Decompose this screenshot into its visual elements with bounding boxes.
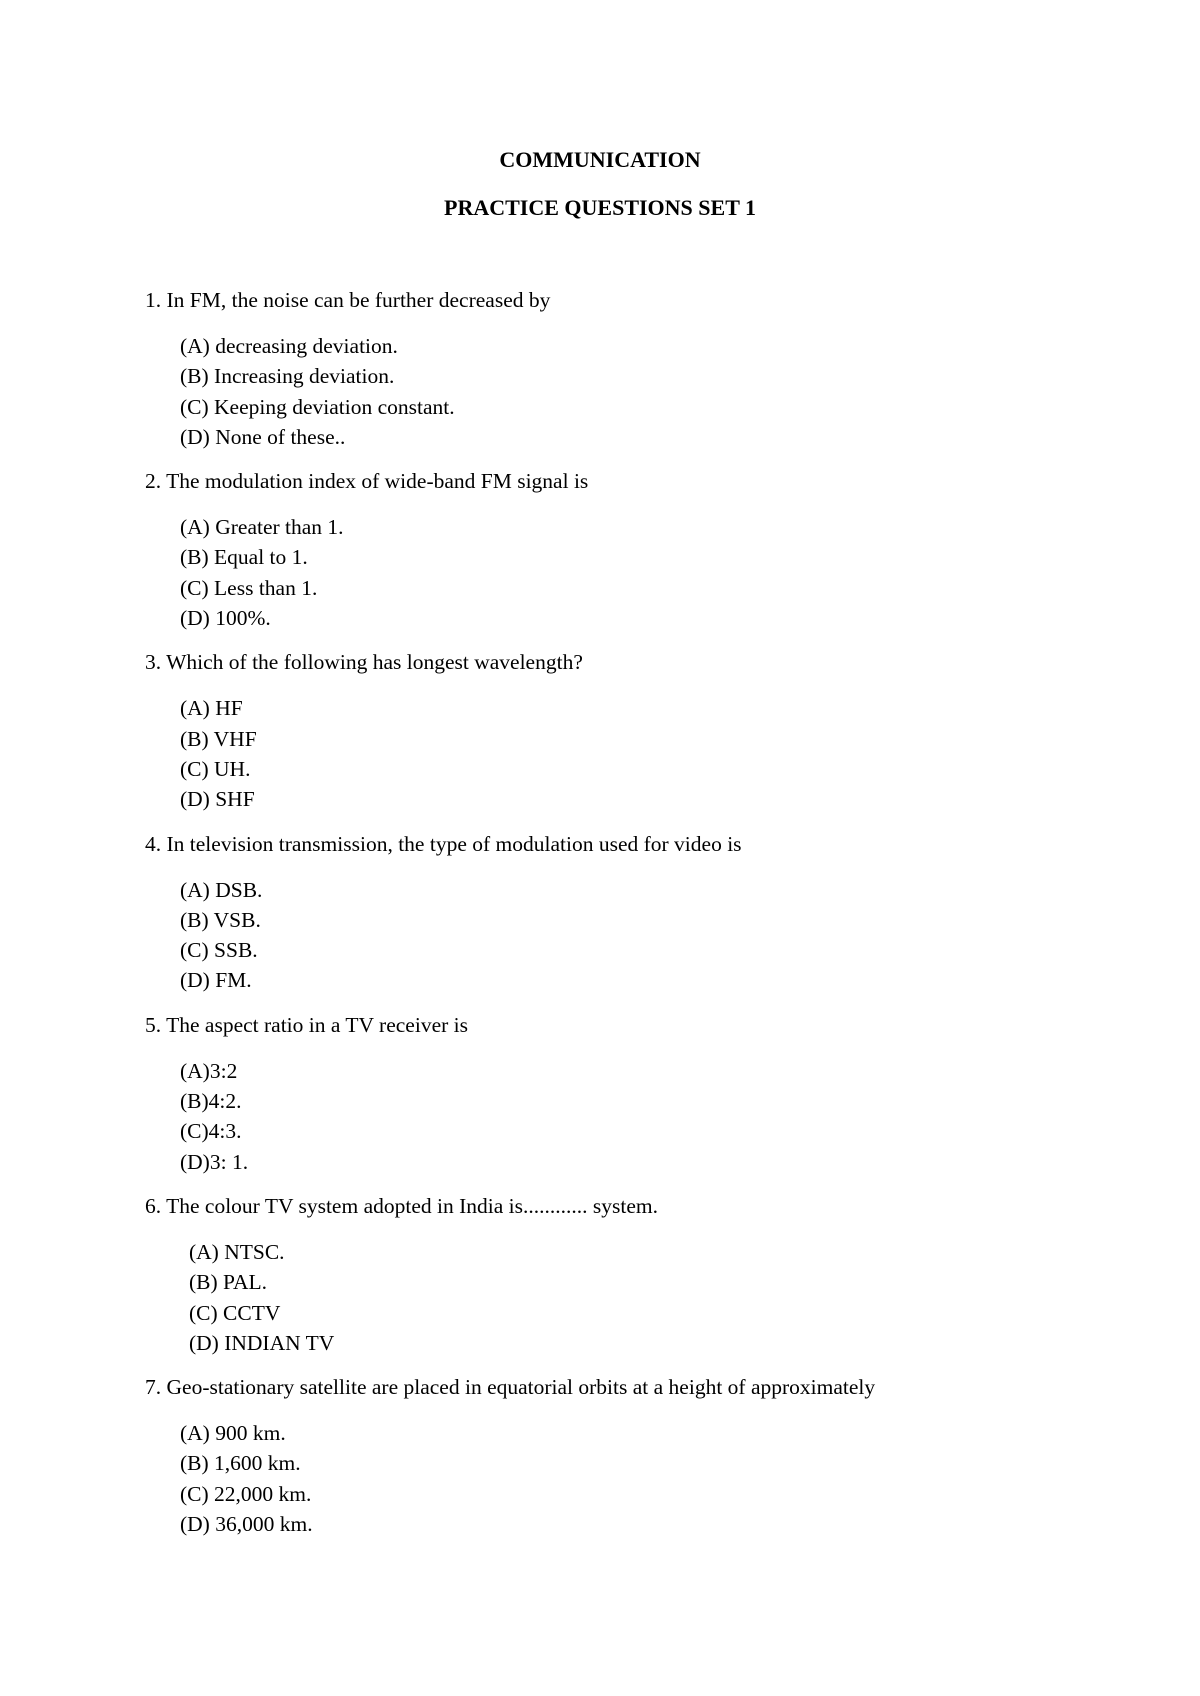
option-item: (D)3: 1.: [180, 1149, 249, 1174]
option-item: (D) SHF: [180, 787, 255, 812]
question-item: [145, 829, 1105, 996]
option-item: (B) VHF: [180, 726, 257, 751]
option-item: (B) Equal to 1.: [180, 545, 308, 570]
option-item: (D) 36,000 km.: [180, 1512, 313, 1537]
option-item: (C) CCTV: [189, 1300, 281, 1325]
question-text: 5. The aspect ratio in a TV receiver is: [145, 1012, 468, 1037]
question-item: [145, 1191, 1105, 1358]
question-text: 3. Which of the following has longest wavelength?: [145, 650, 583, 675]
option-item: (B) PAL.: [189, 1270, 268, 1295]
option-item: (C) SSB.: [180, 938, 258, 963]
document-subtitle: PRACTICE QUESTIONS SET 1: [444, 195, 756, 220]
option-item: (A) decreasing deviation.: [180, 334, 398, 358]
option-item: (A) Greater than 1.: [180, 515, 344, 540]
option-item: (A) DSB.: [180, 877, 263, 902]
option-item: (C) 22,000 km.: [180, 1481, 312, 1506]
question-list: [145, 285, 1105, 1539]
option-item: (B)4:2.: [180, 1089, 242, 1114]
option-item: (C) UH.: [180, 756, 251, 781]
option-item: (C) Keeping deviation constant.: [180, 394, 455, 419]
option-list: [145, 512, 1105, 633]
question-text: 2. The modulation index of wide-band FM signal is: [145, 469, 589, 494]
document-title: COMMUNICATION: [499, 147, 701, 172]
option-list: [145, 875, 1105, 996]
option-list: [145, 1418, 1105, 1539]
option-item: (B) 1,600 km.: [180, 1451, 301, 1476]
option-item: (D) None of these..: [180, 424, 346, 449]
question-text: 4. In television transmission, the type of modulation used for video is: [145, 831, 742, 856]
option-item: (B) Increasing deviation.: [180, 364, 395, 389]
option-item: (A) 900 km.: [180, 1421, 286, 1446]
option-list: [145, 1237, 1105, 1358]
option-list: [145, 1056, 1105, 1177]
question-item: [145, 466, 1105, 633]
question-item: [145, 647, 1105, 814]
question-text: 7. Geo-stationary satellite are placed in equatorial orbits at a height of approximately: [145, 1375, 876, 1400]
question-item: [145, 1010, 1105, 1177]
question-text: 1. In FM, the noise can be further decreased by: [145, 288, 551, 312]
option-item: (A) NTSC.: [189, 1239, 285, 1264]
question-item: [145, 1372, 1105, 1539]
option-list: [145, 693, 1105, 814]
option-item: (D) FM.: [180, 968, 252, 993]
option-item: (C)4:3.: [180, 1119, 242, 1144]
option-item: (D) INDIAN TV: [189, 1330, 335, 1355]
option-item: (A) HF: [180, 696, 243, 721]
option-item: (D) 100%.: [180, 606, 271, 631]
question-text: 6. The colour TV system adopted in India is............ system.: [145, 1193, 658, 1218]
question-item: [145, 285, 1105, 452]
option-item: (B) VSB.: [180, 907, 261, 932]
option-item: (C) Less than 1.: [180, 575, 318, 600]
option-list: [145, 331, 1105, 452]
option-item: (A)3:2: [180, 1058, 238, 1083]
